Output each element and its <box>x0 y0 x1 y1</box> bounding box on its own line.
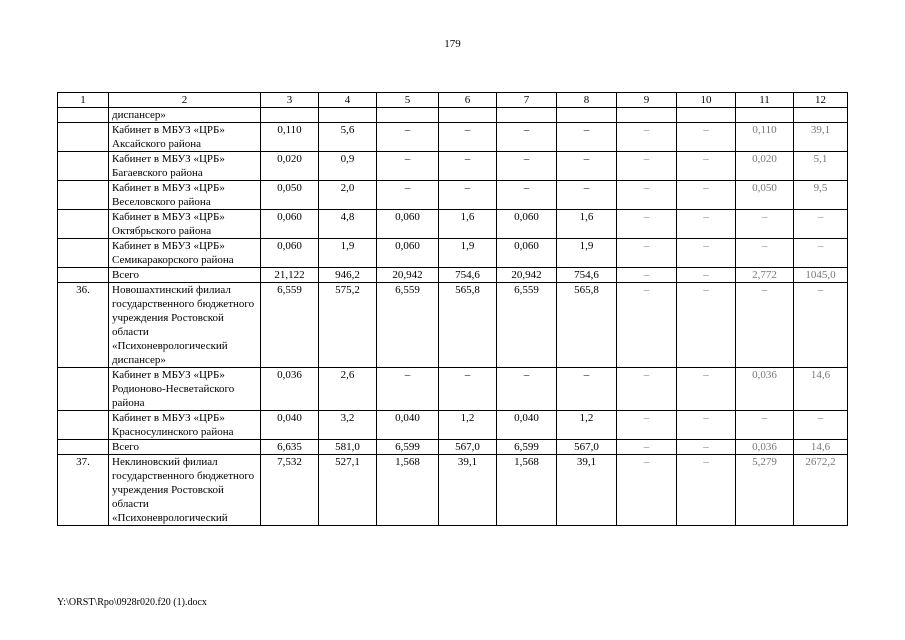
value-cell: 1,6 <box>557 210 617 239</box>
value-cell: 575,2 <box>319 283 377 368</box>
value-cell: – <box>736 283 794 368</box>
value-cell: – <box>617 368 677 411</box>
column-header: 8 <box>557 93 617 108</box>
value-cell: 0,040 <box>261 411 319 440</box>
value-cell: – <box>557 152 617 181</box>
column-header: 6 <box>439 93 497 108</box>
row-name-cell: Кабинет в МБУЗ «ЦРБ» Семикаракорского района <box>109 239 261 268</box>
value-cell: – <box>617 152 677 181</box>
value-cell: 946,2 <box>319 268 377 283</box>
row-name-cell: Кабинет в МБУЗ «ЦРБ» Веселовского района <box>109 181 261 210</box>
value-cell: 39,1 <box>794 123 848 152</box>
value-cell: 14,6 <box>794 368 848 411</box>
value-cell: – <box>677 440 736 455</box>
value-cell: 527,1 <box>319 455 377 526</box>
value-cell: – <box>736 210 794 239</box>
value-cell: – <box>617 440 677 455</box>
value-cell: 2,772 <box>736 268 794 283</box>
row-number-cell <box>58 152 109 181</box>
value-cell: 3,2 <box>319 411 377 440</box>
value-cell: – <box>439 123 497 152</box>
row-name-cell: диспансер» <box>109 108 261 123</box>
value-cell: 20,942 <box>497 268 557 283</box>
table-row <box>58 411 848 440</box>
value-cell: – <box>617 268 677 283</box>
value-cell: 0,060 <box>497 239 557 268</box>
value-cell: 565,8 <box>557 283 617 368</box>
value-cell <box>319 108 377 123</box>
value-cell: – <box>736 411 794 440</box>
value-cell: 0,040 <box>497 411 557 440</box>
value-cell: – <box>557 181 617 210</box>
row-number-cell <box>58 239 109 268</box>
value-cell: 2,0 <box>319 181 377 210</box>
value-cell: – <box>439 181 497 210</box>
row-name-cell: Кабинет в МБУЗ «ЦРБ» Октябрьского района <box>109 210 261 239</box>
value-cell: 1,9 <box>439 239 497 268</box>
value-cell: – <box>677 455 736 526</box>
value-cell: 2672,2 <box>794 455 848 526</box>
column-header: 2 <box>109 93 261 108</box>
header-row <box>58 93 848 108</box>
value-cell: 0,040 <box>377 411 439 440</box>
table-row <box>58 440 848 455</box>
value-cell: – <box>677 181 736 210</box>
column-header: 12 <box>794 93 848 108</box>
value-cell: 0,110 <box>261 123 319 152</box>
value-cell: – <box>794 283 848 368</box>
column-header: 1 <box>58 93 109 108</box>
value-cell: 6,559 <box>497 283 557 368</box>
value-cell: 5,1 <box>794 152 848 181</box>
row-number-cell: 36. <box>58 283 109 368</box>
column-header: 10 <box>677 93 736 108</box>
value-cell: 14,6 <box>794 440 848 455</box>
column-header: 3 <box>261 93 319 108</box>
value-cell: – <box>617 411 677 440</box>
value-cell: 0,020 <box>261 152 319 181</box>
column-header: 4 <box>319 93 377 108</box>
value-cell: 39,1 <box>557 455 617 526</box>
value-cell: 6,635 <box>261 440 319 455</box>
value-cell: – <box>677 210 736 239</box>
value-cell: – <box>794 239 848 268</box>
value-cell: 1,2 <box>557 411 617 440</box>
value-cell <box>736 108 794 123</box>
value-cell: – <box>497 368 557 411</box>
value-cell: – <box>557 368 617 411</box>
value-cell: 565,8 <box>439 283 497 368</box>
value-cell <box>497 108 557 123</box>
row-name-cell: Кабинет в МБУЗ «ЦРБ» Красносулинского района <box>109 411 261 440</box>
value-cell: – <box>497 123 557 152</box>
value-cell: 0,060 <box>377 239 439 268</box>
value-cell: – <box>377 181 439 210</box>
value-cell: 6,599 <box>497 440 557 455</box>
value-cell: 0,9 <box>319 152 377 181</box>
table-row <box>58 283 848 368</box>
row-name-cell: Всего <box>109 268 261 283</box>
value-cell: – <box>677 268 736 283</box>
value-cell: – <box>677 368 736 411</box>
value-cell: – <box>377 123 439 152</box>
column-header: 11 <box>736 93 794 108</box>
row-number-cell <box>58 108 109 123</box>
value-cell: 0,050 <box>261 181 319 210</box>
row-name-cell: Неклиновский филиал государственного бюджетного учреждения Ростовской области «Психоневрологический <box>109 455 261 526</box>
value-cell: 5,6 <box>319 123 377 152</box>
value-cell: 0,050 <box>736 181 794 210</box>
value-cell: 754,6 <box>439 268 497 283</box>
value-cell: 567,0 <box>557 440 617 455</box>
column-header: 7 <box>497 93 557 108</box>
value-cell <box>439 108 497 123</box>
value-cell: 2,6 <box>319 368 377 411</box>
value-cell: 6,559 <box>377 283 439 368</box>
value-cell: – <box>794 411 848 440</box>
value-cell: – <box>497 152 557 181</box>
row-name-cell: Кабинет в МБУЗ «ЦРБ» Аксайского района <box>109 123 261 152</box>
value-cell: – <box>557 123 617 152</box>
value-cell: 0,110 <box>736 123 794 152</box>
row-number-cell <box>58 210 109 239</box>
value-cell: – <box>677 239 736 268</box>
value-cell: 1,9 <box>557 239 617 268</box>
value-cell: – <box>617 181 677 210</box>
value-cell: – <box>794 210 848 239</box>
value-cell: – <box>677 411 736 440</box>
table-row <box>58 108 848 123</box>
value-cell: – <box>377 152 439 181</box>
table-row <box>58 210 848 239</box>
value-cell <box>557 108 617 123</box>
page-number: 179 <box>444 38 461 50</box>
value-cell: 0,060 <box>497 210 557 239</box>
value-cell: – <box>677 283 736 368</box>
row-number-cell: 37. <box>58 455 109 526</box>
value-cell <box>617 108 677 123</box>
table-row <box>58 181 848 210</box>
value-cell: 0,060 <box>261 239 319 268</box>
value-cell: 6,559 <box>261 283 319 368</box>
table-row <box>58 268 848 283</box>
value-cell: 1,6 <box>439 210 497 239</box>
value-cell: 0,060 <box>377 210 439 239</box>
value-cell: 9,5 <box>794 181 848 210</box>
value-cell: 0,036 <box>261 368 319 411</box>
table-row <box>58 123 848 152</box>
value-cell: – <box>617 283 677 368</box>
value-cell: – <box>439 368 497 411</box>
value-cell: 1045,0 <box>794 268 848 283</box>
value-cell: – <box>617 210 677 239</box>
value-cell: – <box>497 181 557 210</box>
value-cell: 1,2 <box>439 411 497 440</box>
value-cell: 20,942 <box>377 268 439 283</box>
value-cell: 7,532 <box>261 455 319 526</box>
value-cell: – <box>617 123 677 152</box>
value-cell <box>261 108 319 123</box>
column-header: 5 <box>377 93 439 108</box>
table-row <box>58 368 848 411</box>
value-cell: – <box>677 123 736 152</box>
data-table <box>57 92 848 526</box>
row-number-cell <box>58 181 109 210</box>
column-header: 9 <box>617 93 677 108</box>
row-name-cell: Всего <box>109 440 261 455</box>
table-body <box>58 108 848 526</box>
row-number-cell <box>58 368 109 411</box>
value-cell: – <box>617 239 677 268</box>
value-cell <box>377 108 439 123</box>
row-number-cell <box>58 411 109 440</box>
value-cell: 1,568 <box>497 455 557 526</box>
value-cell: 1,568 <box>377 455 439 526</box>
value-cell: 4,8 <box>319 210 377 239</box>
value-cell: 39,1 <box>439 455 497 526</box>
table-row <box>58 152 848 181</box>
value-cell: – <box>617 455 677 526</box>
row-name-cell: Кабинет в МБУЗ «ЦРБ» Родионово-Несветайского района <box>109 368 261 411</box>
table-row <box>58 455 848 526</box>
row-number-cell <box>58 123 109 152</box>
value-cell: 581,0 <box>319 440 377 455</box>
value-cell: – <box>677 152 736 181</box>
value-cell: 21,122 <box>261 268 319 283</box>
value-cell: 0,060 <box>261 210 319 239</box>
value-cell: 567,0 <box>439 440 497 455</box>
value-cell: 0,036 <box>736 440 794 455</box>
row-number-cell <box>58 440 109 455</box>
value-cell: 1,9 <box>319 239 377 268</box>
value-cell: 6,599 <box>377 440 439 455</box>
row-number-cell <box>58 268 109 283</box>
value-cell: 0,020 <box>736 152 794 181</box>
row-name-cell: Новошахтинский филиал государственного бюджетного учреждения Ростовской области «Психоневрологический диспансер» <box>109 283 261 368</box>
file-path-footer: Y:\ORST\Rpo\0928r020.f20 (1).docx <box>57 597 207 608</box>
value-cell <box>794 108 848 123</box>
value-cell: – <box>736 239 794 268</box>
table-row <box>58 239 848 268</box>
value-cell: 5,279 <box>736 455 794 526</box>
row-name-cell: Кабинет в МБУЗ «ЦРБ» Багаевского района <box>109 152 261 181</box>
value-cell <box>677 108 736 123</box>
value-cell: 0,036 <box>736 368 794 411</box>
value-cell: – <box>439 152 497 181</box>
value-cell: 754,6 <box>557 268 617 283</box>
value-cell: – <box>377 368 439 411</box>
